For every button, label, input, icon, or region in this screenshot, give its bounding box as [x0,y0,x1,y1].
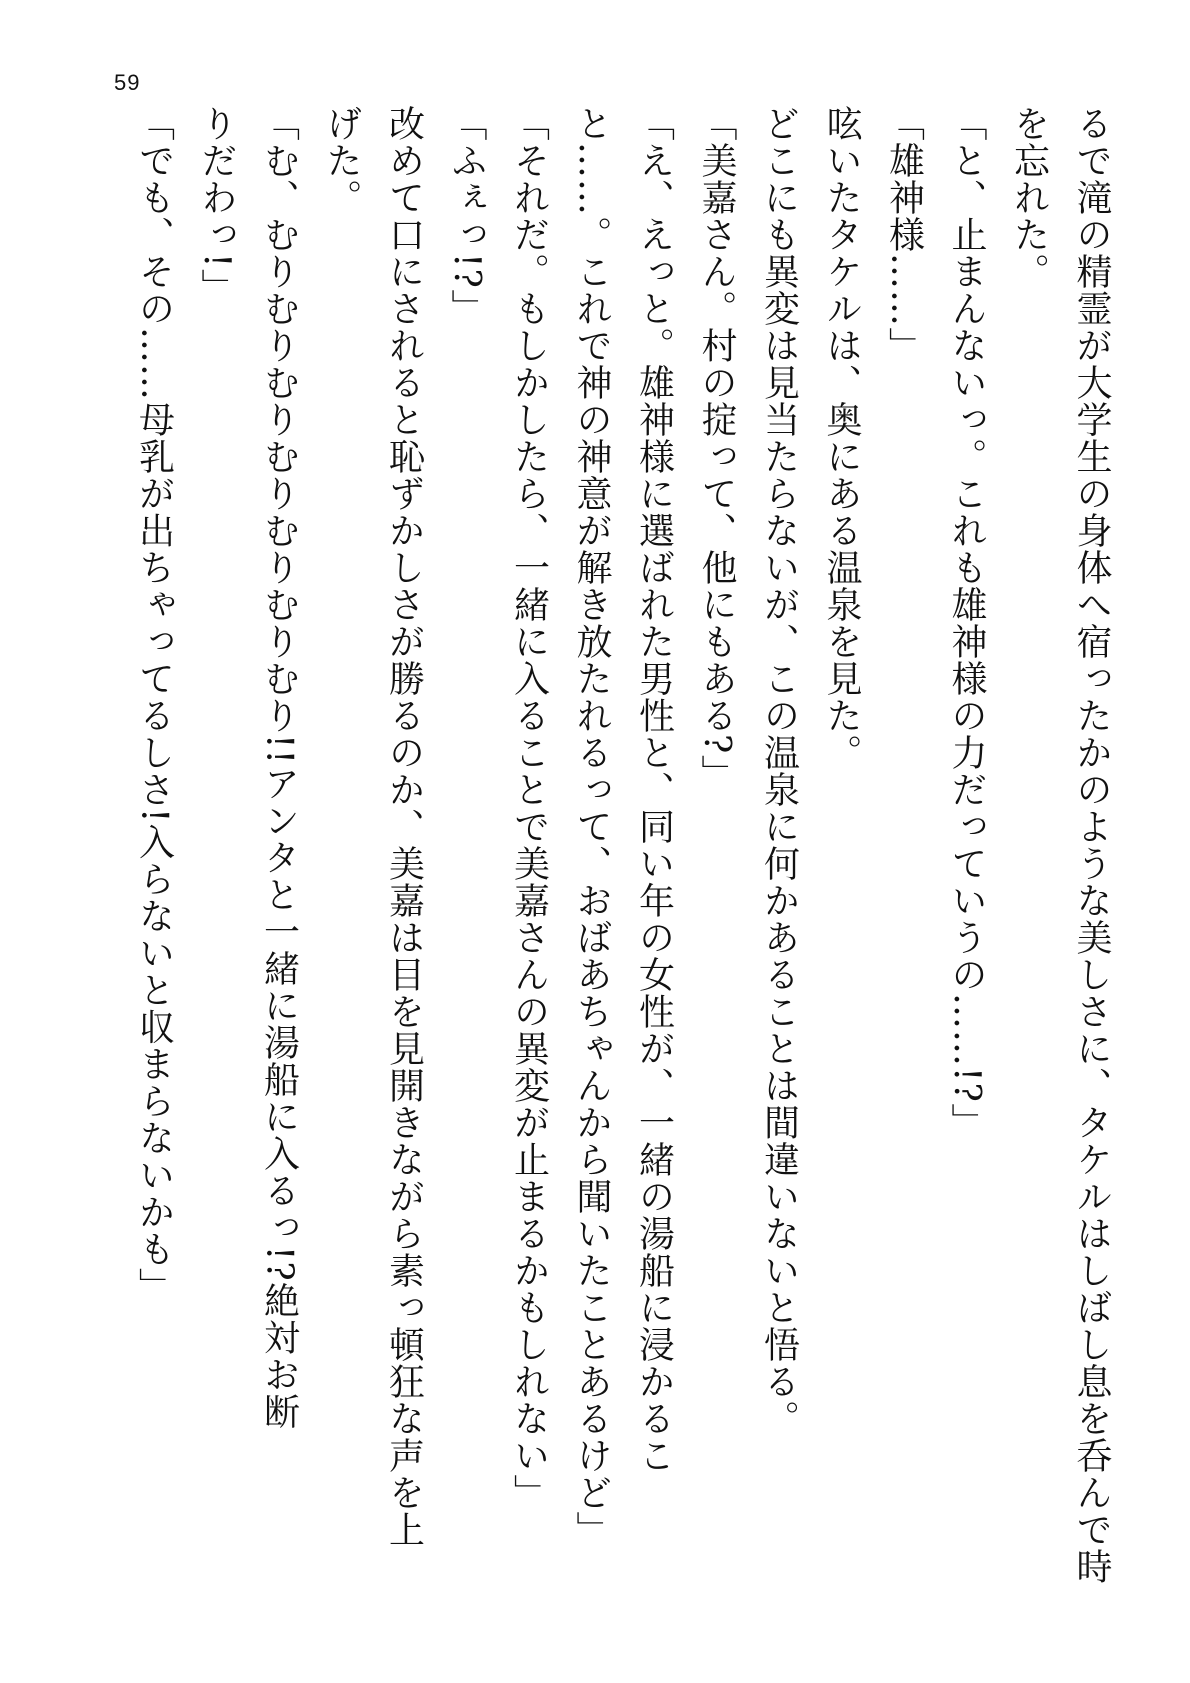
text-line: 「と、止まんないっ。これも雄神様の力だっていうの……!?」 [946,105,987,1140]
novel-text-body [102,105,1122,1625]
text-line: 「美嘉さん。村の掟って、他にもある?」 [696,105,737,792]
text-line: 「え、えっと。雄神様に選ばれた男性と、同い年の女性が、一緒の湯船に浸かるこ [633,105,675,1474]
text-line: を忘れた。 [1008,105,1050,290]
text-line: 「む、むりむりむりむりむりむりむり!!アンタと一緒に湯船に入るっ!?絶対お断 [258,105,300,1430]
text-line: どこにも異変は見当たらないが、この温泉に何かあることは間違いないと悟る。 [758,105,800,1437]
page-number: 59 [114,70,141,95]
text-line: 呟いたタケルは、奥にある温泉を見た。 [821,105,862,771]
text-line: と……。これで神の神意が解き放たれるって、おばあちゃんから聞いたことあるけど」 [571,105,612,1548]
text-line: るで滝の精霊が大学生の身体へ宿ったかのような美しさに、タケルはしばし息を呑んで時 [1071,105,1112,1585]
text-line: 「それだ。もしかしたら、一緒に入ることで美嘉さんの異変が止まるかもしれない」 [508,105,550,1511]
text-line: りだわっ!」 [196,105,237,306]
text-line: 「雄神様……」 [883,105,925,364]
text-line: 「ふぇっ!?」 [446,105,487,326]
text-line: 「でも、その……母乳が出ちゃってるしさ!入らないと収まらないかも」 [133,105,175,1305]
text-line: げた。 [321,105,362,216]
text-line: 改めて口にされると恥ずかしさが勝るのか、美嘉は目を見開きながら素っ頓狂な声を上 [383,105,425,1548]
